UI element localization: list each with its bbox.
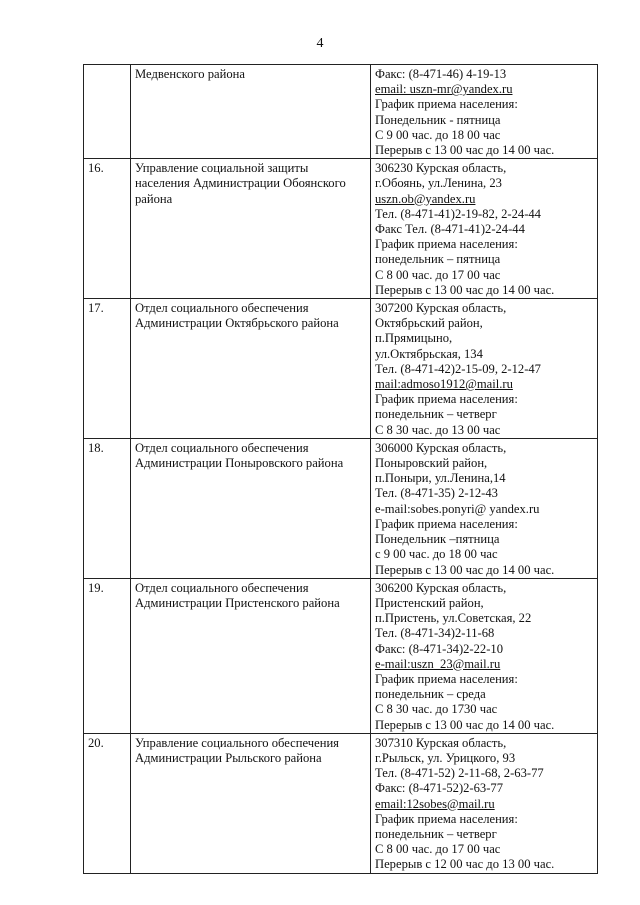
organization-cell: [131, 65, 371, 159]
contact-line: Тел. (8-471-34)2-11-68: [375, 626, 495, 641]
contact-line: понедельник – четверг: [375, 826, 497, 841]
email-link[interactable]: e-mail:uszn_23@mail.ru: [375, 656, 501, 671]
contact-line: Факс Тел. (8-471-41)2-24-44: [375, 222, 525, 237]
contact-line: с 9 00 час. до 18 00 час: [375, 547, 498, 562]
contact-line: С 9 00 час. до 18 00 час: [375, 127, 501, 142]
contact-line: Перерыв с 13 00 час до 14 00 час.: [375, 282, 555, 297]
organization-cell: [131, 578, 371, 733]
row-number: 19.: [84, 578, 131, 733]
contact-cell: [371, 578, 598, 733]
email-link[interactable]: email: uszn-mr@yandex.ru: [375, 82, 513, 97]
contact-line: 306200 Курская область,: [375, 580, 507, 595]
email-link[interactable]: uszn.ob@yandex.ru: [375, 191, 476, 206]
organization-line: Администрации Рыльского района: [135, 750, 322, 765]
contact-line: e-mail:sobes.ponyri@ yandex.ru: [375, 501, 540, 516]
contact-line: График приема населения:: [375, 811, 518, 826]
organization-cell: [131, 438, 371, 578]
row-number: 16.: [84, 159, 131, 299]
organization-cell: [131, 733, 371, 873]
contact-line: График приема населения:: [375, 237, 518, 252]
table-row: [84, 578, 598, 733]
contact-line: График приема населения:: [375, 392, 518, 407]
contact-line: Пристенский район,: [375, 595, 484, 610]
row-number: 20.: [84, 733, 131, 873]
table-row: [84, 733, 598, 873]
contact-line: График приема населения:: [375, 516, 518, 531]
contact-line: Факс: (8-471-34)2-22-10: [375, 641, 504, 656]
contact-line: С 8 30 час. до 13 00 час: [375, 422, 501, 437]
row-number: [84, 65, 131, 159]
contact-line: Понедельник –пятница: [375, 532, 500, 547]
contact-line: 306000 Курская область,: [375, 440, 507, 455]
contact-line: С 8 30 час. до 1730 час: [375, 702, 498, 717]
contact-line: Понедельник - пятница: [375, 112, 501, 127]
table-row: [84, 65, 598, 159]
contact-line: понедельник – четверг: [375, 407, 497, 422]
table-body: [84, 65, 598, 874]
contact-cell: [371, 733, 598, 873]
contact-line: Тел. (8-471-52) 2-11-68, 2-63-77: [375, 766, 544, 781]
contact-line: 307200 Курская область,: [375, 301, 507, 316]
contact-line: Перерыв с 13 00 час до 14 00 час.: [375, 717, 555, 732]
contact-line: Факс: (8-471-46) 4-19-13: [375, 67, 507, 81]
page-number: 4: [316, 36, 324, 51]
contact-line: Факс: (8-471-52)2-63-77: [375, 781, 504, 796]
organization-line: Управление социального обеспечения: [135, 735, 339, 750]
contact-line: Поныровский район,: [375, 456, 488, 471]
contact-line: Перерыв с 12 00 час до 13 00 час.: [375, 857, 555, 872]
contact-line: С 8 00 час. до 17 00 час: [375, 267, 501, 282]
contact-line: п.Пристень, ул.Советская, 22: [375, 611, 532, 626]
organization-line: Администрации Поныровского района: [135, 456, 344, 471]
contact-line: Октябрьский район,: [375, 316, 483, 331]
contacts-table: [83, 64, 598, 874]
contact-line: п.Прямицыно,: [375, 331, 453, 346]
contact-line: Перерыв с 13 00 час до 14 00 час.: [375, 143, 555, 158]
email-link[interactable]: mail:admoso1912@mail.ru: [375, 377, 513, 392]
organization-line: Администрации Пристенского района: [135, 595, 340, 610]
organization-line: населения Администрации Обоянского: [135, 176, 346, 191]
contact-line: понедельник – пятница: [375, 252, 501, 267]
organization-line: Медвенского района: [135, 67, 245, 81]
contact-line: С 8 00 час. до 17 00 час: [375, 842, 501, 857]
contact-line: ул.Октябрьская, 134: [375, 346, 483, 361]
contact-line: Тел. (8-471-41)2-19-82, 2-24-44: [375, 206, 541, 221]
organization-line: Отдел социального обеспечения: [135, 440, 309, 455]
contact-line: Тел. (8-471-35) 2-12-43: [375, 486, 498, 501]
organization-line: Отдел социального обеспечения: [135, 580, 309, 595]
organization-cell: [131, 299, 371, 439]
table-row: [84, 438, 598, 578]
row-number: 18.: [84, 438, 131, 578]
contact-line: г.Рыльск, ул. Урицкого, 93: [375, 750, 516, 765]
contact-line: 307310 Курская область,: [375, 735, 507, 750]
contact-line: Перерыв с 13 00 час до 14 00 час.: [375, 562, 555, 577]
table-row: [84, 299, 598, 439]
contact-line: Тел. (8-471-42)2-15-09, 2-12-47: [375, 361, 541, 376]
email-link[interactable]: email:12sobes@mail.ru: [375, 796, 495, 811]
contact-line: понедельник – среда: [375, 687, 486, 702]
contact-line: 306230 Курская область,: [375, 161, 507, 176]
contact-cell: [371, 438, 598, 578]
organization-line: Управление социальной защиты: [135, 161, 309, 176]
contact-line: п.Поныри, ул.Ленина,14: [375, 471, 506, 486]
contact-line: График приема населения:: [375, 671, 518, 686]
row-number: 17.: [84, 299, 131, 439]
contact-line: График приема населения:: [375, 97, 518, 112]
contact-cell: [371, 159, 598, 299]
organization-line: Отдел социального обеспечения: [135, 301, 309, 316]
organization-line: района: [135, 191, 173, 206]
contact-cell: [371, 65, 598, 159]
table-row: [84, 159, 598, 299]
contact-line: г.Обоянь, ул.Ленина, 23: [375, 176, 502, 191]
organization-line: Администрации Октябрьского района: [135, 316, 339, 331]
contact-cell: [371, 299, 598, 439]
organization-cell: [131, 159, 371, 299]
